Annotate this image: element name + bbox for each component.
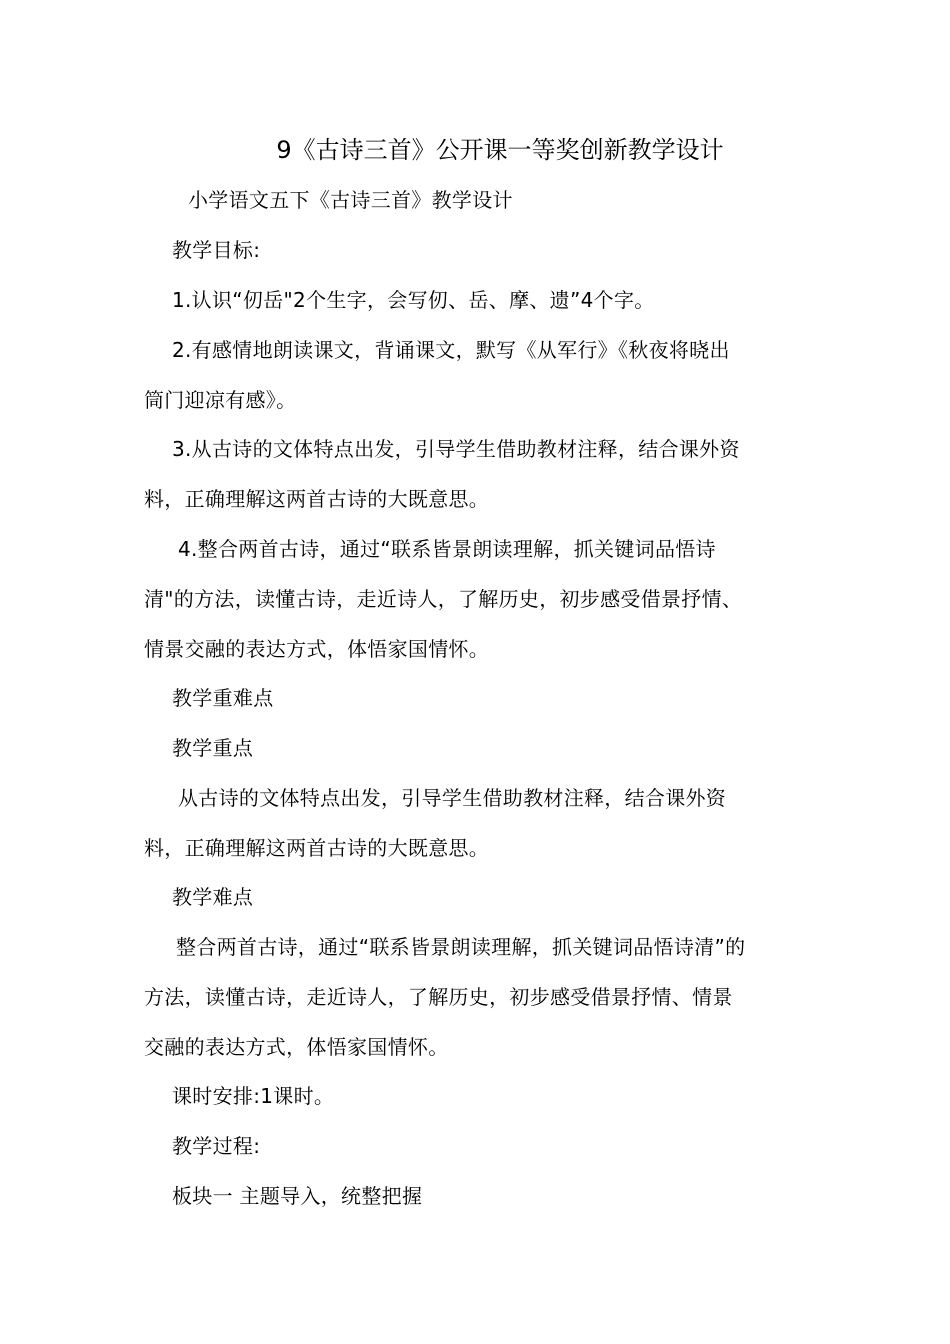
- key-points-line-1: 从古诗的文体特点出发，引导学生借助教材注释，结合课外资: [178, 786, 727, 810]
- heading-key-points: 教学重点: [172, 736, 254, 760]
- key-points-line-2: 料，正确理解这两首古诗的大既意思。: [144, 836, 490, 860]
- heading-teaching-process: 教学过程:: [172, 1134, 261, 1158]
- objective-4-line-3: 情景交融的表达方式，体悟家国情怀。: [144, 637, 490, 661]
- objective-2-line-2: 筒门迎凉有感》。: [144, 388, 297, 412]
- objective-4-line-1: 4.整合两首古诗，通过“联系皆景朗读理解，抓关键词品悟诗: [178, 537, 716, 561]
- class-schedule: 课时安排:1课时。: [172, 1084, 335, 1108]
- document-title: 9《古诗三首》公开课一等奖创新教学设计: [276, 136, 724, 164]
- objective-3-line-2: 料，正确理解这两首古诗的大既意思。: [144, 487, 490, 511]
- objective-2-line-1: 2.有感情地朗读课文，背诵课文，默写《从军行》《秋夜将晓出: [172, 338, 730, 362]
- section-1-heading: 板块一 主题导入，统整把握: [172, 1184, 423, 1208]
- difficult-points-line-1: 整合两首古诗，通过“联系皆景朗读理解，抓关键词品悟诗清”的: [176, 935, 746, 959]
- objective-3-line-1: 3.从古诗的文体特点出发，引导学生借助教材注释，结合课外资: [172, 437, 740, 461]
- heading-key-difficult-points: 教学重难点: [172, 686, 274, 710]
- difficult-points-line-3: 交融的表达方式，体悟家国情怀。: [144, 1035, 449, 1059]
- heading-difficult-points: 教学难点: [172, 885, 254, 909]
- difficult-points-line-2: 方法，读懂古诗，走近诗人，了解历史，初步感受借景抒情、情景: [144, 985, 733, 1009]
- heading-objectives: 教学目标:: [172, 238, 261, 262]
- subtitle-line: 小学语文五下《古诗三首》教学设计: [188, 188, 513, 212]
- objective-1: 1.认识“仞岳"2个生字，会写仞、岳、摩、遗”4个字。: [172, 288, 655, 312]
- objective-4-line-2: 清"的方法，读懂古诗，走近诗人，了解历史，初步感受借景抒情、: [144, 587, 743, 611]
